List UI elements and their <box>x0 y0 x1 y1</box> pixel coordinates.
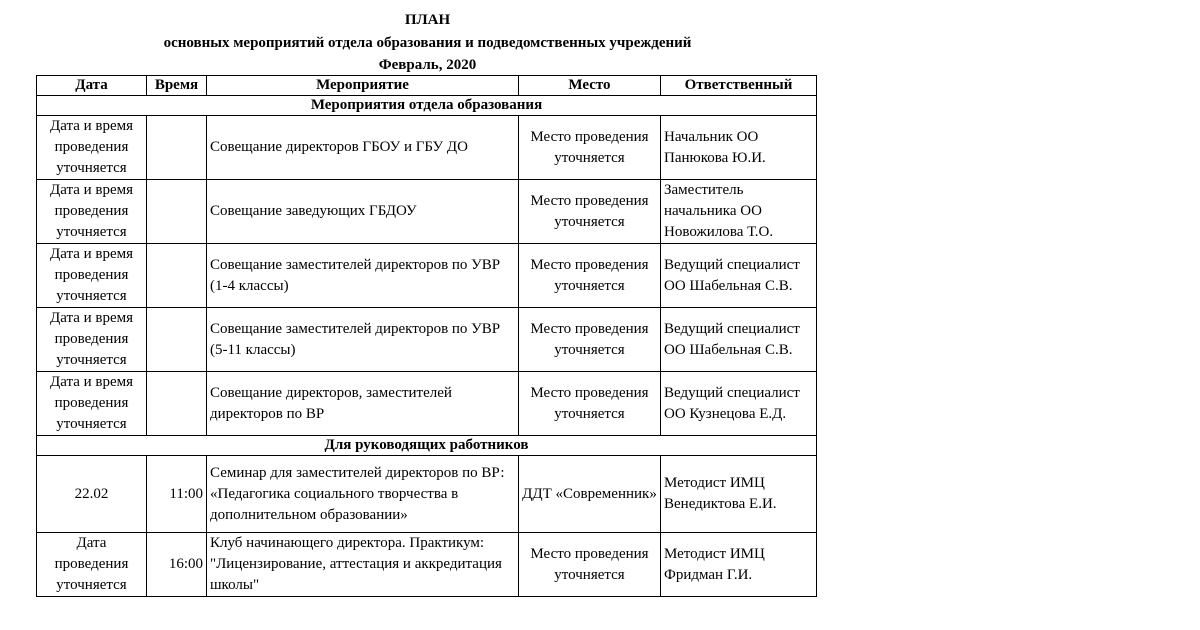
cell-date: Дата и время проведения уточняется <box>37 372 147 436</box>
cell-event: Совещание заместителей директоров по УВР (5-11 классы) <box>207 308 519 372</box>
table-row <box>37 180 817 244</box>
cell-time <box>147 180 207 244</box>
column-header-date: Дата <box>37 76 147 96</box>
cell-time <box>147 372 207 436</box>
column-header-place: Место <box>519 76 661 96</box>
cell-responsible: Методист ИМЦ Фридман Г.И. <box>661 533 817 597</box>
cell-time <box>147 244 207 308</box>
cell-responsible: Ведущий специалист ОО Кузнецова Е.Д. <box>661 372 817 436</box>
cell-place: Место проведения уточняется <box>519 116 661 180</box>
cell-event: Совещание директоров ГБОУ и ГБУ ДО <box>207 116 519 180</box>
plan-title: ПЛАН <box>404 12 451 28</box>
cell-place: Место проведения уточняется <box>519 180 661 244</box>
cell-place: ДДТ «Современник» <box>519 456 661 533</box>
cell-event: Совещание директоров, заместителей директоров по ВР <box>207 372 519 436</box>
plan-subtitle: основных мероприятий отдела образования и подведомственных учреждений <box>163 35 692 51</box>
plan-table <box>36 75 817 597</box>
cell-place: Место проведения уточняется <box>519 308 661 372</box>
cell-responsible: Ведущий специалист ОО Шабельная С.В. <box>661 308 817 372</box>
cell-time <box>147 308 207 372</box>
table-row <box>37 244 817 308</box>
cell-time: 16:00 <box>147 533 207 597</box>
column-header-event: Мероприятие <box>207 76 519 96</box>
cell-date: Дата и время проведения уточняется <box>37 116 147 180</box>
cell-date: 22.02 <box>37 456 147 533</box>
cell-event: Семинар для заместителей директоров по ВР: «Педагогика социального творчества в дополнительном образовании» <box>207 456 519 533</box>
cell-date: Дата и время проведения уточняется <box>37 244 147 308</box>
section-title: Мероприятия отдела образования <box>37 96 817 116</box>
table-row <box>37 533 817 597</box>
table-row <box>37 372 817 436</box>
cell-time <box>147 116 207 180</box>
cell-place: Место проведения уточняется <box>519 533 661 597</box>
cell-responsible: Начальник ОО Панюкова Ю.И. <box>661 116 817 180</box>
plan-period: Февраль, 2020 <box>378 57 477 73</box>
section-row <box>37 436 817 456</box>
table-row <box>37 116 817 180</box>
table-row <box>37 456 817 533</box>
cell-date: Дата проведения уточняется <box>37 533 147 597</box>
table-header-row <box>37 76 817 96</box>
cell-event: Клуб начинающего директора. Практикум: "Лицензирование, аттестация и аккредитация школы" <box>207 533 519 597</box>
cell-time: 11:00 <box>147 456 207 533</box>
cell-place: Место проведения уточняется <box>519 244 661 308</box>
section-row <box>37 96 817 116</box>
table-row <box>37 308 817 372</box>
cell-responsible: Методист ИМЦ Венедиктова Е.И. <box>661 456 817 533</box>
cell-responsible: Заместитель начальника ОО Новожилова Т.О. <box>661 180 817 244</box>
cell-date: Дата и время проведения уточняется <box>37 180 147 244</box>
cell-place: Место проведения уточняется <box>519 372 661 436</box>
cell-date: Дата и время проведения уточняется <box>37 308 147 372</box>
cell-responsible: Ведущий специалист ОО Шабельная С.В. <box>661 244 817 308</box>
section-title: Для руководящих работников <box>37 436 817 456</box>
cell-event: Совещание заместителей директоров по УВР (1-4 классы) <box>207 244 519 308</box>
column-header-time: Время <box>147 76 207 96</box>
cell-event: Совещание заведующих ГБДОУ <box>207 180 519 244</box>
column-header-responsible: Ответственный <box>661 76 817 96</box>
